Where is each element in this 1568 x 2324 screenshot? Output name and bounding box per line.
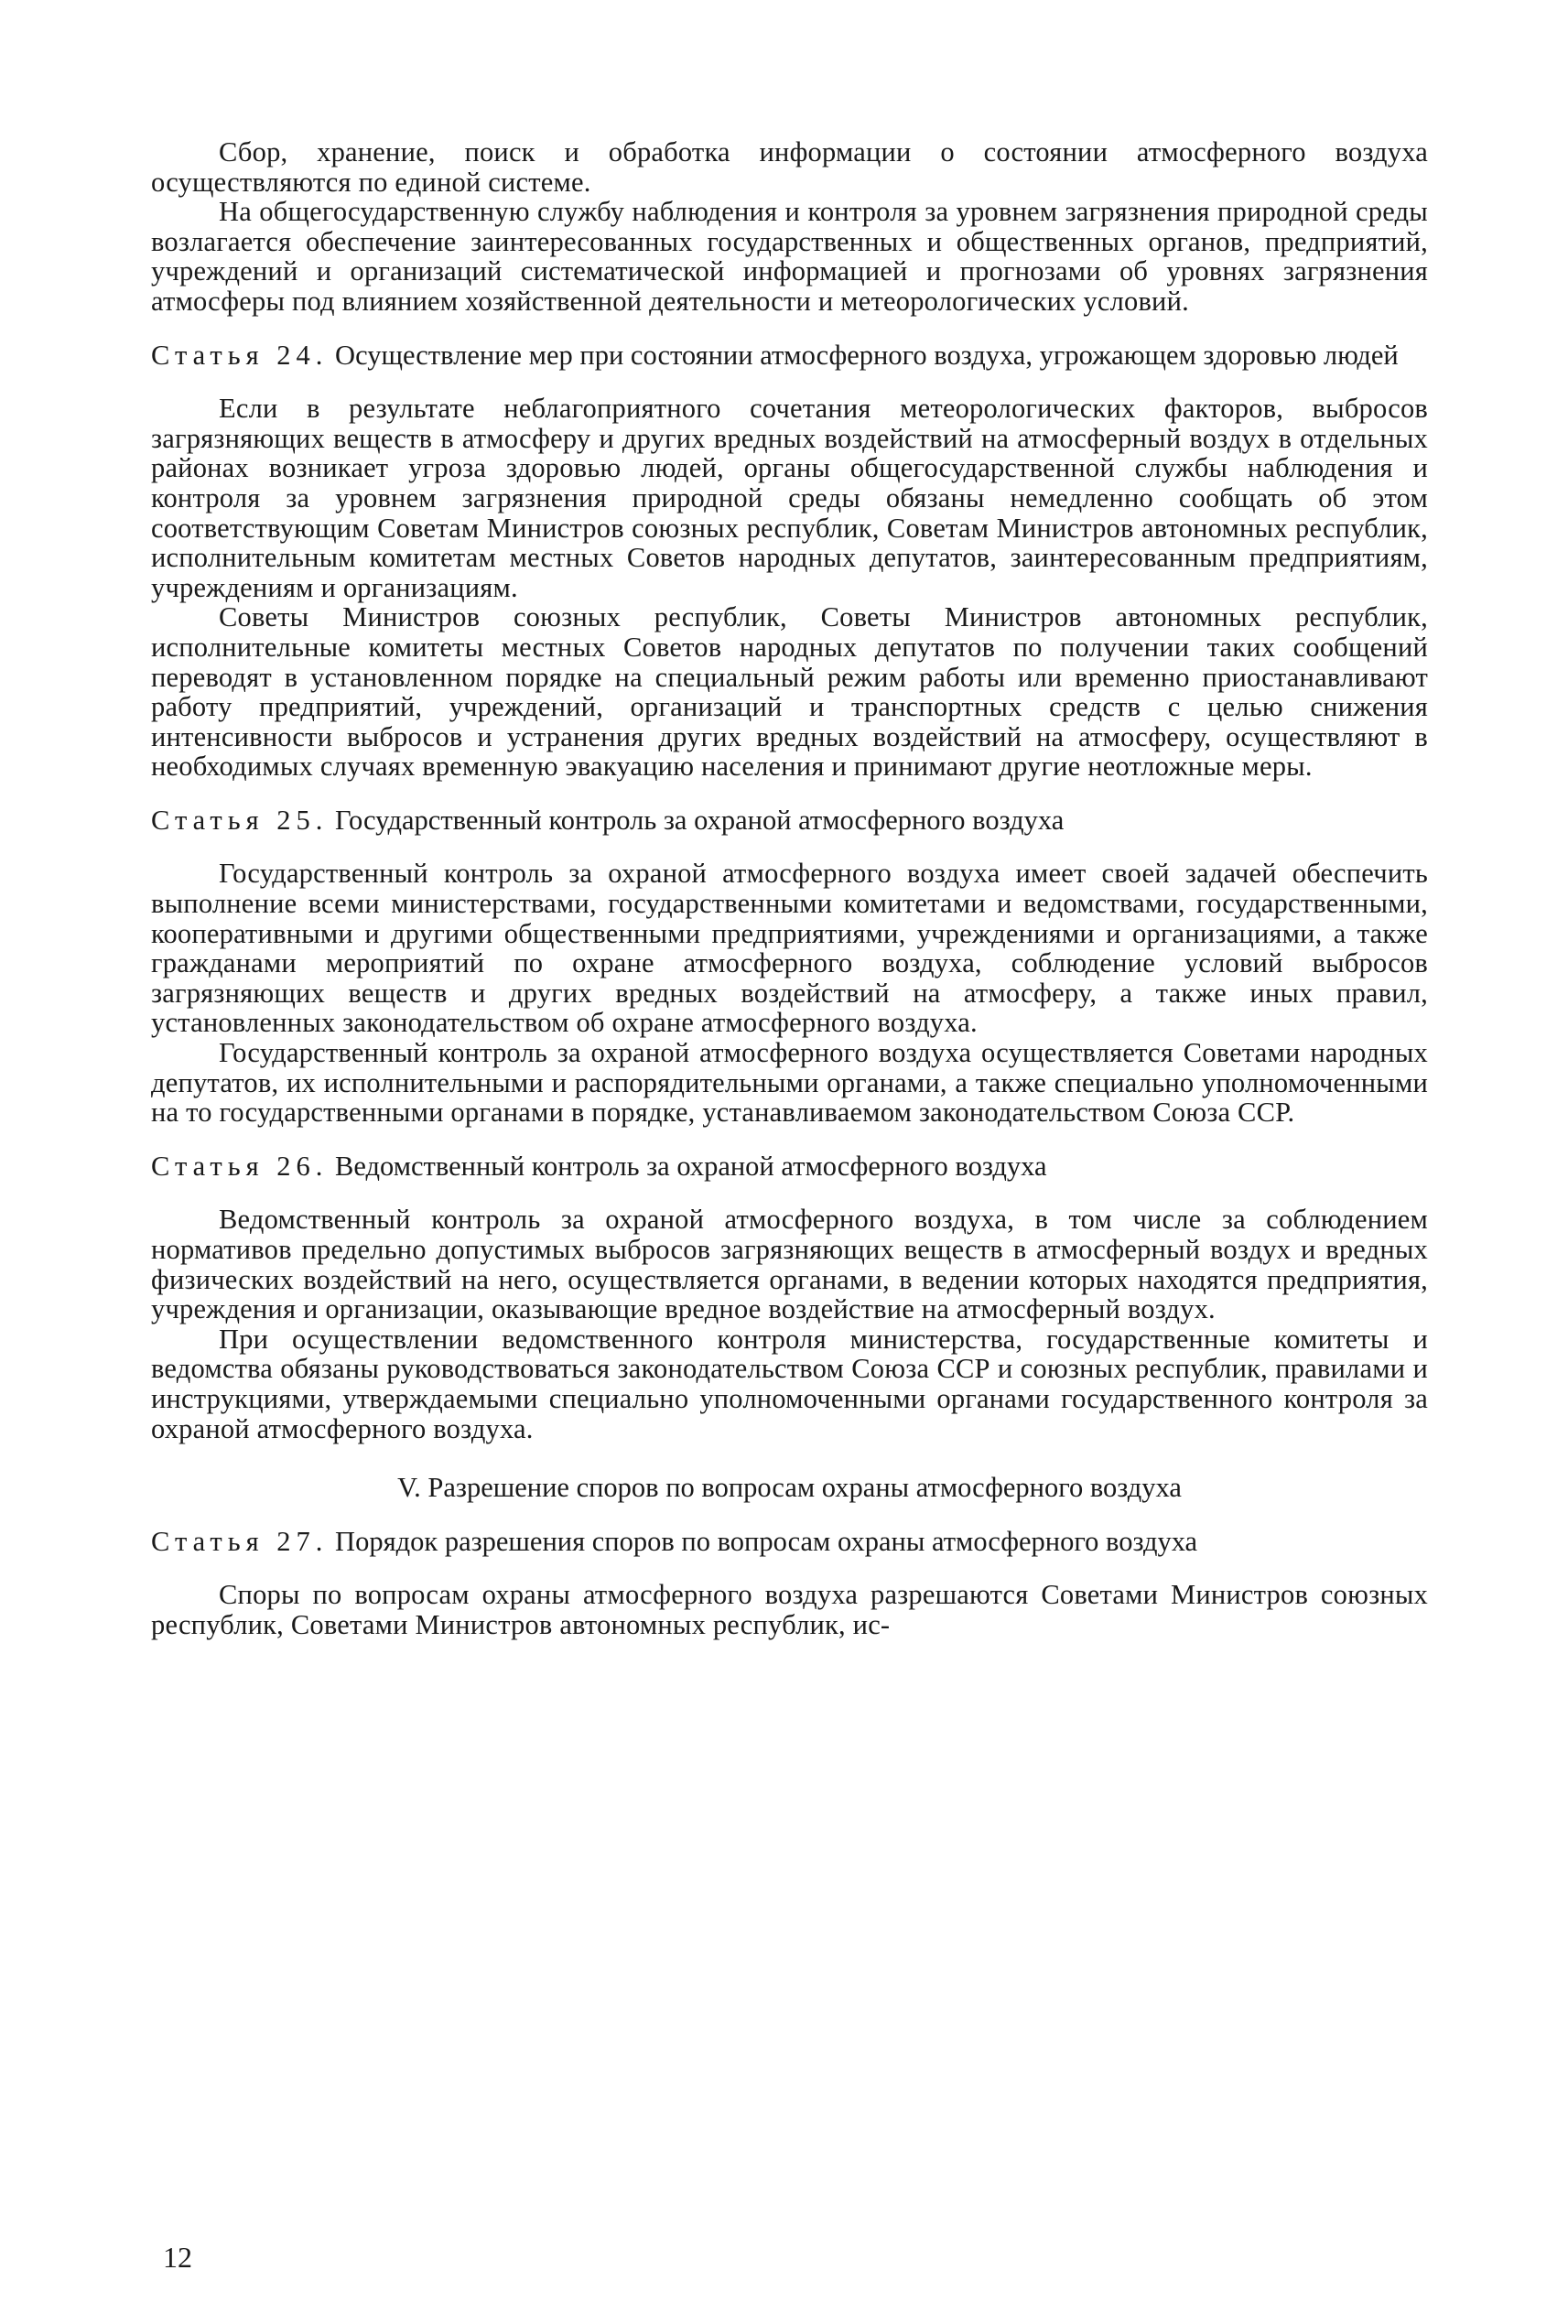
paragraph-intro-1: Сбор, хранение, поиск и обработка информации о состоянии атмосферного воздуха осуществляются по единой системе. [151,136,1428,198]
document-page [151,137,1428,1640]
article-27-heading [151,1527,1428,1557]
article-26-heading [151,1151,1428,1182]
paragraph-intro-2: На общегосударственную службу наблюдения и контроля за уровнем загрязнения природной среды возлагается обеспечение заинтересованных государственных и общественных органов, предприятий, учреждений и организаций систематической информацией и прогнозами об уровнях загрязнения атмосферы под влиянием хозяйственной деятельности и метеорологических условий. [151,196,1428,317]
section-5-heading: V. Разрешение споров по вопросам охраны атмосферного воздуха [397,1472,1182,1504]
article-26-paragraph-2: При осуществлении ведомственного контроля министерства, государственные комитеты и ведомства обязаны руководствоваться законодательством Союза ССР и союзных республик, правилами и инструкциями, утверждаемыми специально уполномоченными органами государственного контроля за охраной атмосферного воздуха. [151,1323,1428,1444]
article-27-paragraph-1: Споры по вопросам охраны атмосферного воздуха разрешаются Советами Министров союзных республик, Советами Министров автономных республик, ис- [151,1579,1428,1640]
article-25-label: Статья 25. [151,804,329,836]
article-27-title: Порядок разрешения споров по вопросам охраны атмосферного воздуха [335,1525,1198,1557]
article-27-label: Статья 27. [151,1525,329,1557]
article-25-paragraph-1: Государственный контроль за охраной атмосферного воздуха имеет своей задачей обеспечить выполнение всеми министерствами, государственными комитетами и ведомствами, государственными, кооперативными и другими общественными предприятиями, учреждениями и организациями, а также гражданами мероприятий по охране атмосферного воздуха, соблюдение условий выбросов загрязняющих веществ и других вредных воздействий на атмосферу, а также иных правил, установленных законодательством об охране атмосферного воздуха. [151,858,1428,1039]
article-25-paragraph-2: Государственный контроль за охраной атмосферного воздуха осуществляется Советами народных депутатов, их исполнительными и распорядительными органами, а также специально уполномоченными на то государственными органами в порядке, устанавливаемом законодательством Союза ССР. [151,1037,1428,1129]
page-number: 12 [163,2241,192,2274]
article-26-label: Статья 26. [151,1150,329,1182]
article-26-title: Ведомственный контроль за охраной атмосферного воздуха [335,1150,1047,1182]
article-25-heading [151,805,1428,836]
article-24-title: Осуществление мер при состоянии атмосферного воздуха, угрожающем здоровью людей [335,339,1399,371]
article-24-label: Статья 24. [151,339,329,371]
article-24-paragraph-1: Если в результате неблагоприятного сочетания метеорологических факторов, выбросов загрязняющих веществ в атмосферу и других вредных воздействий на атмосферный воздух в отдельных районах возникает угроза здоровью людей, органы общегосударственной службы наблюдения и контроля за уровнем загрязнения природной среды обязаны немедленно сообщать об этом соответствующим Советам Министров союзных республик, Советам Министров автономных республик, исполнительным комитетам местных Советов народных депутатов, заинтересованным предприятиям, учреждениям и организациям. [151,393,1428,603]
article-25-title: Государственный контроль за охраной атмосферного воздуха [335,804,1065,836]
article-24-heading [151,340,1428,371]
article-24-paragraph-2: Советы Министров союзных республик, Советы Министров автономных республик, исполнительные комитеты местных Советов народных депутатов по получении таких сообщений переводят в установленном порядке на специальный режим работы или временно приостанавливают работу предприятий, учреждений, организаций и транспортных средств с целью снижения интенсивности выбросов и устранения других вредных воздействий на атмосферу, осуществляют в необходимых случаях временную эвакуацию населения и принимают другие неотложные меры. [151,601,1428,783]
article-26-paragraph-1: Ведомственный контроль за охраной атмосферного воздуха, в том числе за соблюдением нормативов предельно допустимых выбросов загрязняющих веществ в атмосферный воздух и вредных физических воздействий на него, осуществляется органами, в ведении которых находятся предприятия, учреждения и организации, оказывающие вредное воздействие на атмосферный воздух. [151,1204,1428,1325]
